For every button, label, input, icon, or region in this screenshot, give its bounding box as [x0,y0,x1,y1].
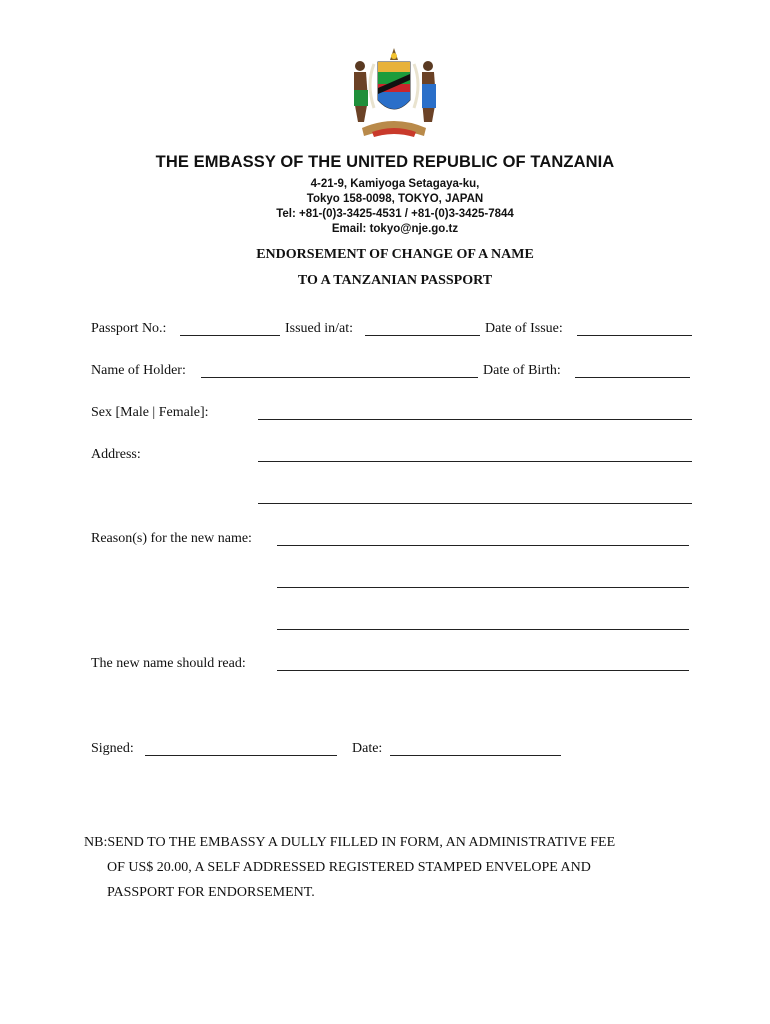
date-label: Date: [352,741,383,756]
note-line-1: NB:SEND TO THE EMBASSY A DULLY FILLED IN FORM, AN ADMINISTRATIVE FEE [84,835,616,850]
address-line-1: 4-21-9, Kamiyoga Setagaya-ku, [310,178,480,190]
passport-no-label: Passport No.: [91,321,167,336]
address-field-1[interactable] [258,461,692,462]
note-line-2: OF US$ 20.00, A SELF ADDRESSED REGISTERED STAMPED ENVELOPE AND [107,860,591,875]
address-label: Address: [91,447,141,462]
address-field-2[interactable] [258,503,692,504]
reason-field-2[interactable] [277,587,689,588]
sex-label: Sex [Male | Female]: [91,405,209,420]
holder-name-field[interactable] [201,377,478,378]
new-name-label: The new name should read: [91,656,246,671]
reason-field-3[interactable] [277,629,689,630]
issued-field[interactable] [365,335,480,336]
embassy-title: THE EMBASSY OF THE UNITED REPUBLIC OF TANZANIA [155,153,615,171]
note-line-3: PASSPORT FOR ENDORSEMENT. [107,885,315,900]
date-of-issue-label: Date of Issue: [485,321,563,336]
issued-label: Issued in/at: [285,321,354,336]
email-line: Email: tokyo@nje.go.tz [331,223,459,235]
signed-label: Signed: [91,741,134,756]
form-heading-1: ENDORSEMENT OF CHANGE OF A NAME [256,247,534,262]
reason-field-1[interactable] [277,545,689,546]
date-field[interactable] [390,755,561,756]
passport-no-field[interactable] [180,335,280,336]
form-heading-2: TO A TANZANIAN PASSPORT [297,273,493,288]
new-name-field[interactable] [277,670,689,671]
date-of-issue-field[interactable] [577,335,692,336]
tanzania-coat-of-arms-icon [344,44,444,140]
address-line-2: Tokyo 158-0098, TOKYO, JAPAN [306,193,484,205]
telephone-line: Tel: +81-(0)3-3425-4531 / +81-(0)3-3425-7844 [276,208,514,220]
date-of-birth-label: Date of Birth: [483,363,561,378]
signature-field[interactable] [145,755,337,756]
reason-label: Reason(s) for the new name: [91,531,252,546]
date-of-birth-field[interactable] [575,377,690,378]
holder-name-label: Name of Holder: [91,363,186,378]
sex-field[interactable] [258,419,692,420]
